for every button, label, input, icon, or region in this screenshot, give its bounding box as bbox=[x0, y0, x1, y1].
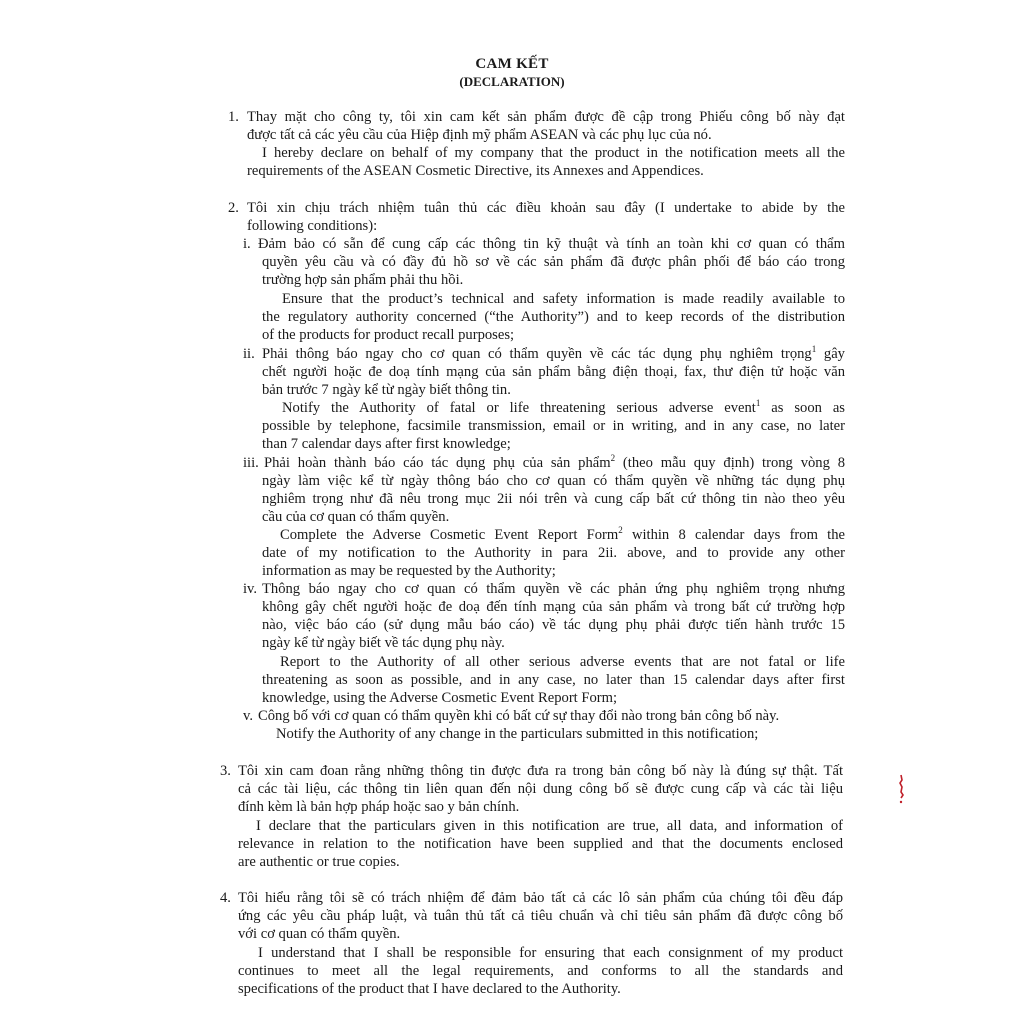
text-line: ứng các yêu cầu pháp luật, và tuân thủ tất cả tiêu chuẩn và chỉ tiêu sản phẩm đã được công bố bbox=[238, 908, 843, 924]
text-line: đính kèm là bản hợp pháp hoặc sao y bản chính. bbox=[238, 799, 520, 815]
section-number: 2. bbox=[228, 200, 239, 216]
text-line bbox=[282, 399, 845, 417]
section-number: 1. bbox=[228, 109, 239, 125]
item-marker: i. bbox=[243, 236, 251, 252]
item-marker: iv. bbox=[243, 581, 258, 597]
text-line: are authentic or true copies. bbox=[238, 854, 400, 870]
text-line: I understand that I shall be responsible for ensuring that each consignment of my product bbox=[258, 945, 843, 961]
text-line: quyền yêu cầu và có đầy đủ hồ sơ về các sản phẩm đã được phân phối để báo cáo trong bbox=[262, 254, 845, 270]
text-line: cầu của cơ quan có thẩm quyền. bbox=[262, 509, 450, 525]
footnote-ref: 2 bbox=[618, 525, 623, 535]
section-number: 4. bbox=[220, 890, 231, 906]
item-marker: iii. bbox=[243, 455, 259, 471]
text-line bbox=[264, 454, 845, 472]
text-line: possible by telephone, facsimile transmission, email or in writing, and in any case, no later bbox=[262, 418, 845, 434]
text-line bbox=[280, 526, 845, 544]
text-line: date of my notification to the Authority in para 2ii. above, and to provide any other bbox=[262, 545, 845, 561]
text-line: specifications of the product that I have declared to the Authority. bbox=[238, 981, 621, 997]
text-line: ngày làm việc kể từ ngày thông báo cho cơ quan có thẩm quyền về những tác dụng phụ bbox=[262, 473, 845, 489]
text-run: Phải thông báo ngay cho cơ quan có thẩm quyền về các tác dụng phụ nghiêm trọng bbox=[262, 346, 812, 362]
text-line: không gây chết người hoặc đe doạ đến tính mạng của sản phẩm và trong bất cứ trường hợp bbox=[262, 599, 845, 615]
text-line: ngày kể từ ngày biết về tác dụng phụ này. bbox=[262, 635, 505, 651]
text-line: Thay mặt cho công ty, tôi xin cam kết sản phẩm được đề cập trong Phiếu công bố này đạt bbox=[247, 109, 845, 125]
text-line: nghiêm trọng như đã nêu trong mục 2ii nói trên và cung cấp bất cứ thông tin nào theo yêu bbox=[262, 491, 845, 507]
text-line: với cơ quan có thẩm quyền. bbox=[238, 926, 401, 942]
text-line: chết người hoặc đe doạ tính mạng của sản phẩm bằng điện thoại, fax, thư điện tử hoặc văn bbox=[262, 364, 845, 380]
text-line: Report to the Authority of all other serious adverse events that are not fatal or life bbox=[280, 654, 845, 670]
footnote-ref: 1 bbox=[811, 344, 817, 354]
text-line: I declare that the particulars given in this notification are true, all data, and information of bbox=[256, 818, 843, 834]
text-line: threatening as soon as possible, and in any case, no later than 15 calendar days after first bbox=[262, 672, 845, 688]
document-title: CAM KẾT bbox=[475, 56, 549, 72]
text-line: the regulatory authority concerned (“the Authority”) and to keep records of the distribution bbox=[262, 309, 845, 325]
document-subtitle: (DECLARATION) bbox=[459, 74, 565, 89]
text-run: Phải hoàn thành báo cáo tác dụng phụ của sản phẩm bbox=[264, 455, 611, 471]
text-line: of the products for product recall purposes; bbox=[262, 327, 515, 343]
text-line: requirements of the ASEAN Cosmetic Directive, its Annexes and Appendices. bbox=[247, 163, 704, 179]
text-line: Công bố với cơ quan có thẩm quyền khi có bất cứ sự thay đổi nào trong bản công bố này. bbox=[258, 708, 780, 724]
text-run: gây bbox=[816, 346, 845, 362]
text-line: knowledge, using the Adverse Cosmetic Event Report Form; bbox=[262, 690, 618, 706]
text-line: Ensure that the product’s technical and safety information is made readily available to bbox=[282, 291, 845, 307]
text-line: than 7 calendar days after first knowledge; bbox=[262, 436, 511, 452]
text-line bbox=[262, 345, 845, 363]
text-line: information as may be requested by the Authority; bbox=[262, 563, 556, 579]
footnote-ref: 2 bbox=[610, 453, 616, 463]
text-line: Tôi xin chịu trách nhiệm tuân thủ các điều khoản sau đây (I undertake to abide by the bbox=[247, 200, 845, 216]
text-line: following conditions): bbox=[247, 218, 378, 234]
text-line: Tôi xin cam đoan rằng những thông tin được đưa ra trong bản công bố này là đúng sự thật. Tất bbox=[238, 763, 843, 779]
item-marker: ii. bbox=[243, 346, 255, 362]
text-run: Complete the Adverse Cosmetic Event Report Form bbox=[280, 527, 619, 543]
text-run: Notify the Authority of fatal or life threatening serious adverse event bbox=[282, 400, 756, 416]
text-line: trường hợp sản phẩm phải thu hồi. bbox=[262, 272, 464, 288]
text-run: within 8 calendar days from the bbox=[622, 527, 845, 543]
text-run: as soon as bbox=[760, 400, 845, 416]
text-line: Notify the Authority of any change in the particulars submitted in this notification; bbox=[276, 726, 759, 742]
text-line: Đảm bảo có sẵn để cung cấp các thông tin kỹ thuật và tính an toàn khi cơ quan có thẩm bbox=[258, 236, 845, 252]
text-line: continues to meet all the legal requirements, and conforms to all the standards and bbox=[238, 963, 843, 979]
text-line: I hereby declare on behalf of my company that the product in the notification meets all the bbox=[262, 145, 845, 161]
text-line: Tôi hiểu rằng tôi sẽ có trách nhiệm để đảm bảo tất cả các lô sản phẩm của chúng tôi đều đáp bbox=[238, 890, 843, 906]
section-number: 3. bbox=[220, 763, 231, 779]
text-line: Thông báo ngay cho cơ quan có thẩm quyền về các phản ứng phụ nghiêm trọng nhưng bbox=[262, 581, 845, 597]
text-line: cả các tài liệu, các thông tin liên quan đến nội dung công bố sẽ được cung cấp và các tài liệu bbox=[238, 781, 843, 797]
text-line: được tất cả các yêu cầu của Hiệp định mỹ phẩm ASEAN và các phụ lục của nó. bbox=[247, 127, 712, 143]
text-line: relevance in relation to the notification have been supplied and that the documents enclosed bbox=[238, 836, 843, 852]
text-run: (theo mẫu quy định) trong vòng 8 bbox=[615, 455, 846, 471]
text-line: bản trước 7 ngày kể từ ngày biết thông tin. bbox=[262, 382, 511, 398]
text-line: nào, việc báo cáo (sử dụng mẫu báo cáo) về tác dụng phụ phải được tiến hành trước 15 bbox=[262, 617, 845, 633]
red-ink-mark bbox=[897, 774, 905, 804]
footnote-ref: 1 bbox=[755, 398, 761, 408]
item-marker: v. bbox=[243, 708, 253, 724]
